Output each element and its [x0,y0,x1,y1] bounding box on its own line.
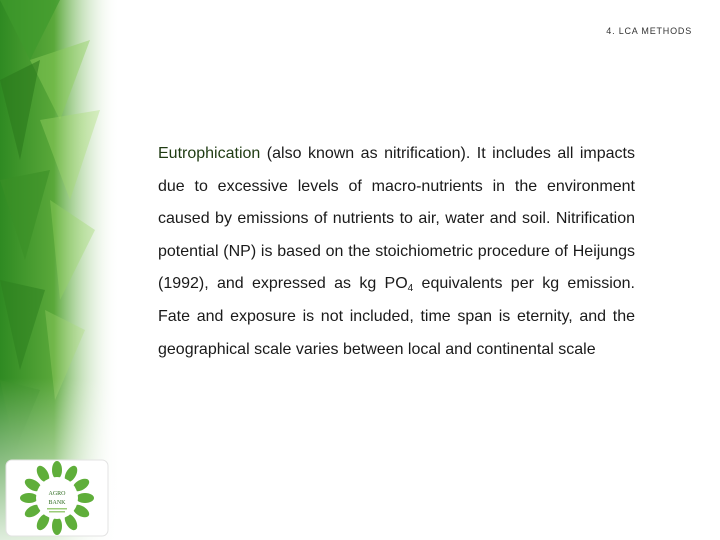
content-paragraph [158,138,635,366]
logo-text-line1: AGRO [48,491,66,497]
subscript-4: 4 [407,283,414,295]
term-eutrophication: Eutrophication [158,145,261,162]
agro-bank-logo [4,458,110,538]
paragraph-text-part1: (also known as nitrification). It includes all impacts due to excessive levels of macro-nutrients in the environment caused by emissions of nutrients to air, water and soil. Nitrification potential (NP) is based on the stoichiometric procedure of Heijungs (1992), and expressed as kg PO [158,145,635,293]
section-label: 4. LCA METHODS [606,26,692,36]
logo-text-line2: BANK [48,500,66,506]
paragraph-text-part2: equivalents per kg emission. Fate and exposure is not included, time span is eternity, and the geographical scale varies between local and continental scale [158,275,636,358]
